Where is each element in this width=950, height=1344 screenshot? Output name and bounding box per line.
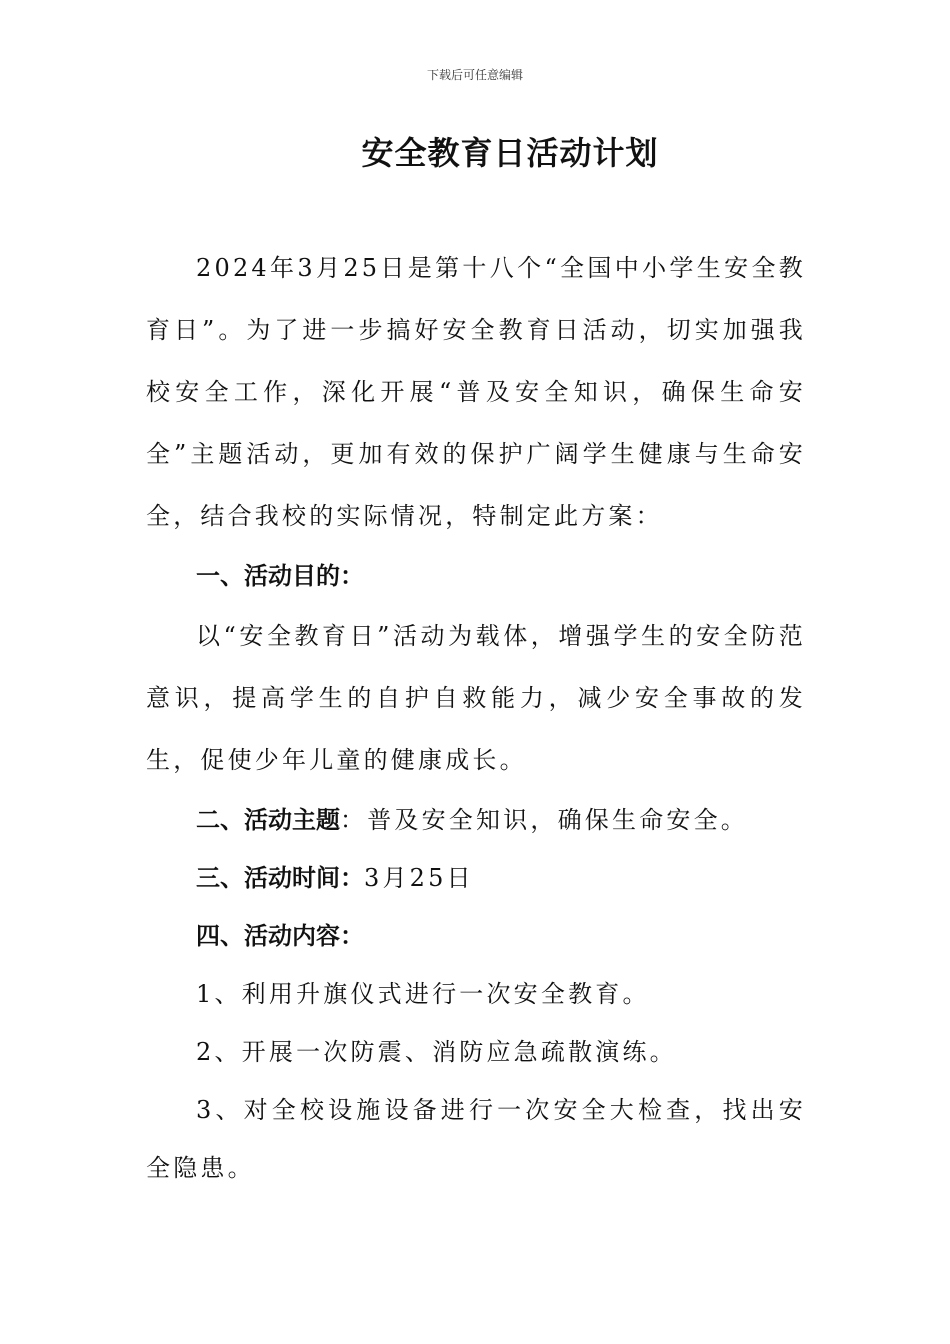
section-time xyxy=(146,849,806,907)
section-value: 3月25日 xyxy=(364,864,474,892)
section-label: 二、活动主题 xyxy=(196,806,340,834)
header-note: 下载后可任意编辑 xyxy=(426,68,523,82)
section-theme xyxy=(146,791,806,849)
section-content-heading xyxy=(146,907,806,965)
document-title: 安全教育日活动计划 xyxy=(361,134,659,172)
section-label: 一、活动目的： xyxy=(196,562,364,590)
intro-paragraph: 2024年3月25日是第十八个“全国中小学生安全教育日”。为了进一步搞好安全教育日活动，切实加强我校安全工作，深化开展“普及安全知识，确保生命安全”主题活动，更加有效的保护广阔学生健康与生命安全，结合我校的实际情况，特制定此方案： xyxy=(146,254,806,530)
list-item: 3、对全校设施设备进行一次安全大检查，找出安全隐患。 xyxy=(146,1096,806,1182)
list-item: 1、利用升旗仪式进行一次安全教育。 xyxy=(196,980,650,1008)
section-label: 三、活动时间： xyxy=(196,864,364,892)
list-item: 2、开展一次防震、消防应急疏散演练。 xyxy=(196,1038,677,1066)
section-value: ：普及安全知识，确保生命安全。 xyxy=(340,806,748,834)
document-body xyxy=(146,237,806,1197)
section-label: 四、活动内容： xyxy=(196,922,364,950)
section-purpose-heading xyxy=(146,547,806,605)
purpose-paragraph: 以“安全教育日”活动为载体，增强学生的安全防范意识，提高学生的自护自救能力，减少安全事故的发生，促使少年儿童的健康成长。 xyxy=(146,622,806,774)
